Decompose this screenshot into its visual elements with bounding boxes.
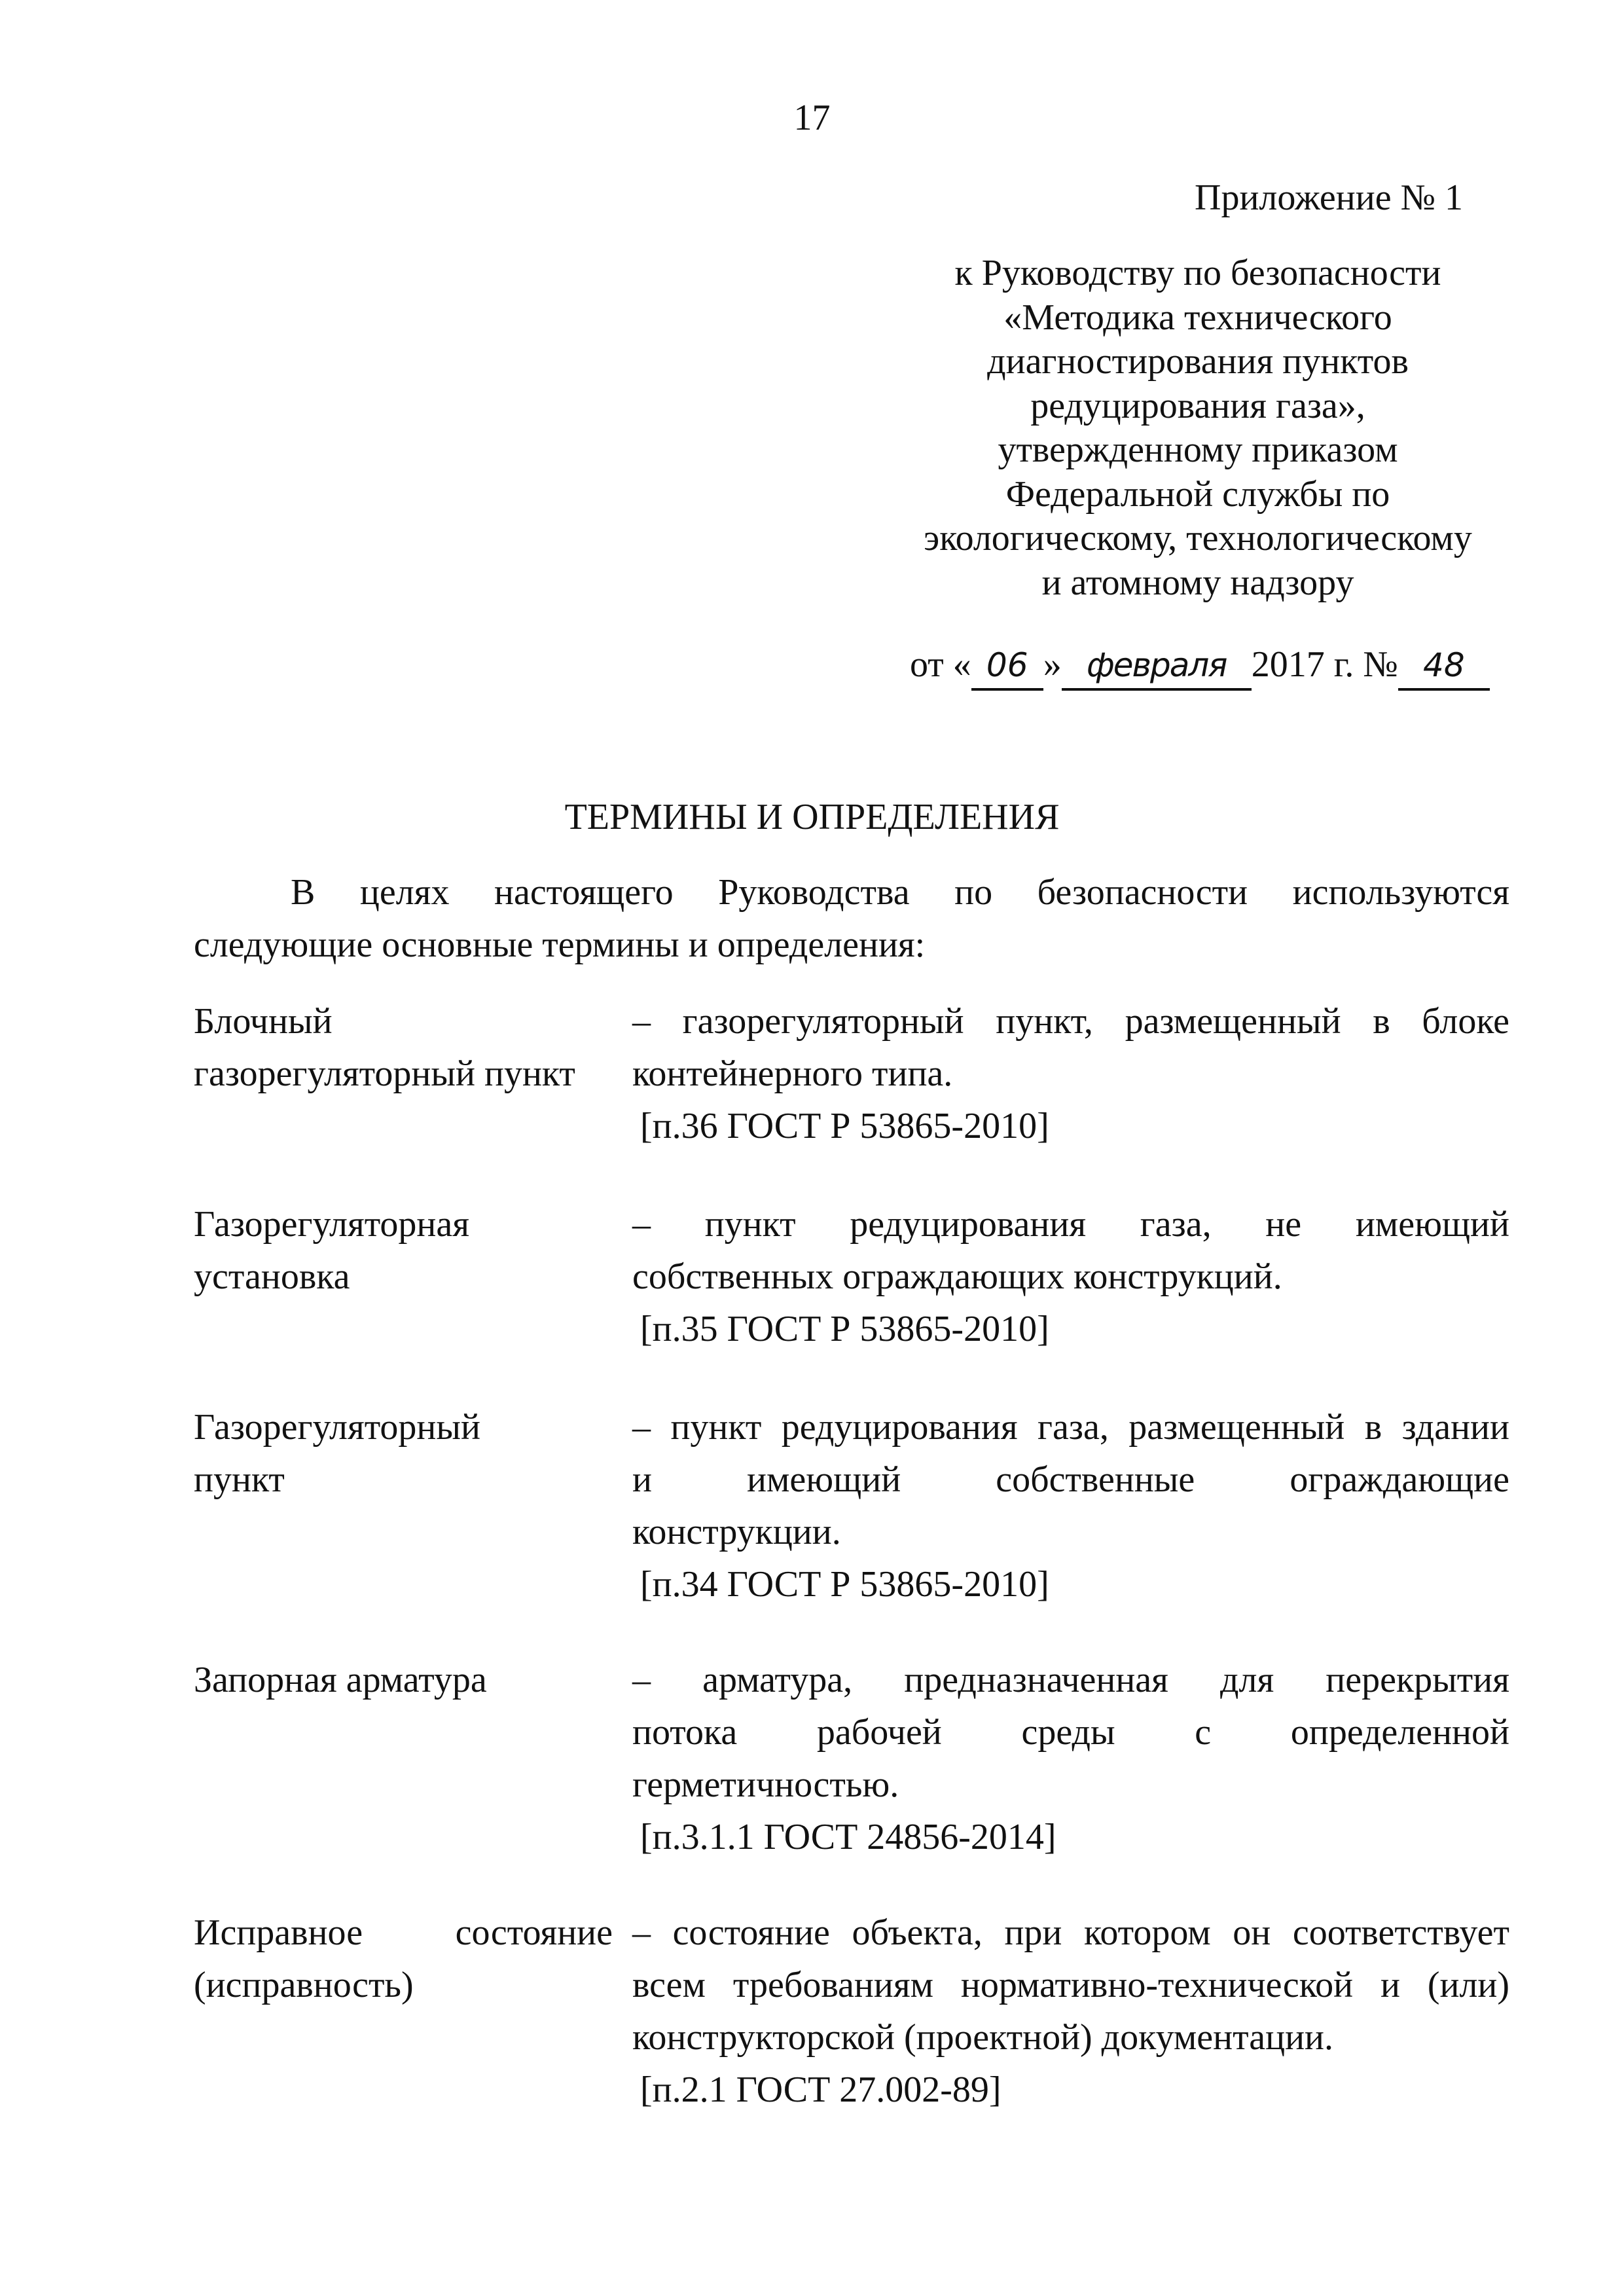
order-prefix: от « [910,644,971,685]
definition-line: конструкторской (проектной) документации. [632,2017,1334,2058]
definition-line: потока рабочей среды с определенной [632,1712,1509,1753]
gost-reference: [п.36 ГОСТ Р 53865-2010] [640,1106,1049,1146]
term-name [194,1654,613,1706]
approval-line: утвержденному приказом [998,429,1398,470]
order-month-handwritten: февраля [1062,642,1252,691]
gost-reference: [п.2.1 ГОСТ 27.002-89] [640,2069,1001,2110]
definition-line: – арматура, предназначенная для перекрытия [632,1660,1509,1700]
term-name [194,1401,613,1506]
approval-line: экологическому, технологическому [924,518,1472,558]
approval-line: Федеральной службы по [1005,473,1390,515]
term-name-line: Газорегуляторный [194,1407,480,1448]
gost-reference: [п.34 ГОСТ Р 53865-2010] [640,1564,1049,1605]
definition-line: контейнерного типа. [632,1053,953,1094]
definition-line: собственных ограждающих конструкций. [632,1256,1282,1297]
approval-line: «Методика технического [1003,297,1392,338]
definition-line: и имеющий собственные ограждающие [632,1459,1509,1500]
term-name-line: (исправность) [194,1965,414,2005]
term-name-line: установка [194,1256,350,1297]
appendix-title: Приложение № 1 [1195,177,1463,218]
page-number: 17 [793,98,831,138]
definition-line: – пункт редуцирования газа, размещенный в здании [632,1407,1509,1448]
definition-line: всем требованиям нормативно-технической и (или) [632,1965,1509,2005]
definition-line: – пункт редуцирования газа, не имеющий [632,1204,1509,1245]
intro-line: следующие основные термины и определения: [194,924,926,965]
definition-line: – газорегуляторный пункт, размещенный в блоке [632,1001,1509,1042]
term-definition [632,1654,1509,1863]
definition-line: герметичностью. [632,1764,899,1805]
term-name-line: Исправное состояние [194,1912,613,1953]
term-name-line: Запорная арматура [194,1660,487,1700]
intro-line: В целях настоящего Руководства по безопасности используются [291,872,1509,913]
order-number-handwritten: 48 [1398,642,1490,691]
order-mid: » [1043,644,1062,685]
gost-reference: [п.35 ГОСТ Р 53865-2010] [640,1309,1049,1349]
gost-reference: [п.3.1.1 ГОСТ 24856-2014] [640,1817,1056,1857]
section-title: ТЕРМИНЫ И ОПРЕДЕЛЕНИЯ [564,797,1060,837]
term-name [194,1198,613,1303]
order-date-number [910,638,1499,691]
term-name-line: пункт [194,1459,285,1500]
approval-block [877,251,1519,605]
term-definition [632,1198,1509,1355]
term-definition [632,995,1509,1152]
definition-line: конструкции. [632,1512,841,1552]
term-definition [632,1401,1509,1611]
approval-line: и атомному надзору [1041,562,1354,603]
approval-line: диагностирования пунктов [987,341,1409,382]
definition-line: – состояние объекта, при котором он соответствует [632,1912,1509,1953]
order-day-handwritten: 06 [971,642,1043,691]
order-year: 2017 г. № [1251,644,1398,685]
approval-line: к Руководству по безопасности [954,253,1441,293]
term-name [194,1906,613,2011]
approval-line: редуцирования газа», [1030,385,1365,426]
term-name-line: Блочный [194,1001,333,1042]
term-name-line: Газорегуляторная [194,1204,470,1245]
term-name-line: газорегуляторный пункт [194,1053,575,1094]
term-name [194,995,613,1100]
term-definition [632,1906,1509,2116]
